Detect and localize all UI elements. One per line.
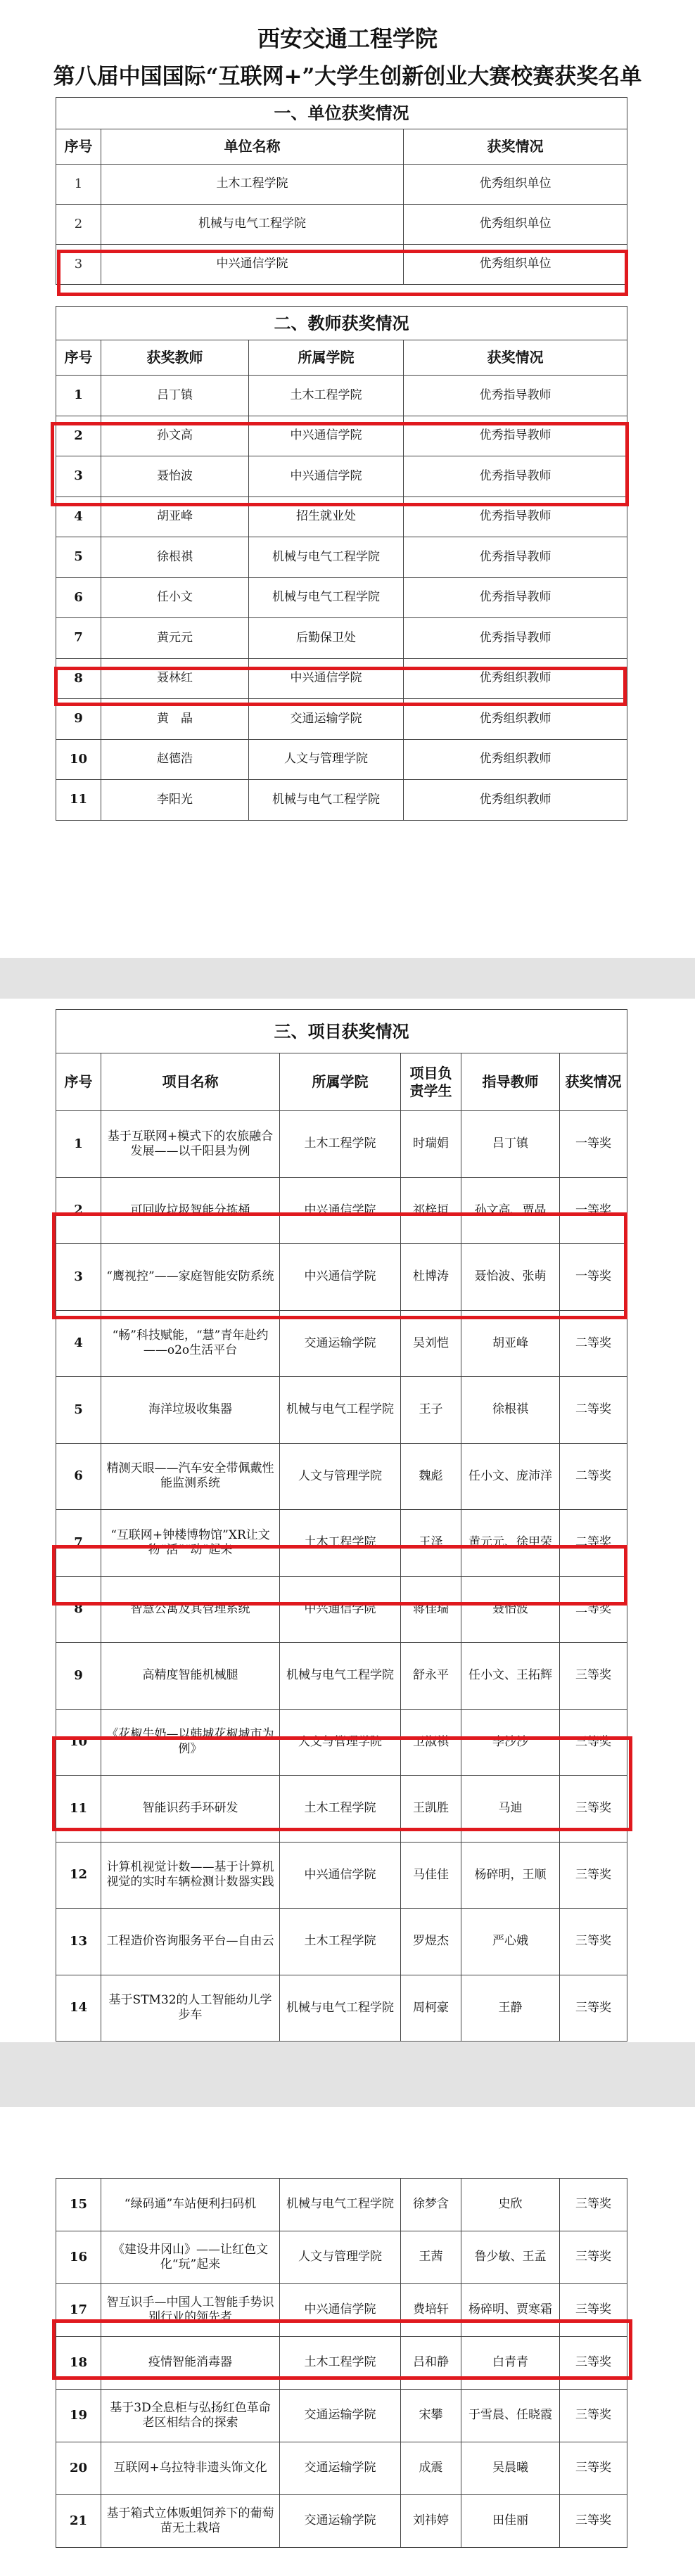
table-row <box>56 780 627 821</box>
award-level: 二等奖 <box>560 1510 627 1577</box>
row-number: 9 <box>56 699 101 740</box>
college: 土木工程学院 <box>280 1909 401 1975</box>
row-number: 18 <box>56 2337 101 2390</box>
table-row <box>56 658 627 699</box>
project-name: 疫情智能消毒器 <box>101 2337 280 2390</box>
award-status: 优秀组织单位 <box>404 165 627 205</box>
project-name: 工程造价咨询服务平台—自由云 <box>101 1909 280 1975</box>
advisor: 任小文、王拓辉 <box>461 1643 560 1710</box>
award-status: 优秀组织单位 <box>404 245 627 285</box>
lead-student: 卫淑祺 <box>401 1709 461 1776</box>
college: 机械与电气工程学院 <box>280 1377 401 1444</box>
college: 土木工程学院 <box>280 1111 401 1178</box>
lead-student: 祁梓垣 <box>401 1177 461 1244</box>
column-header: 序号 <box>56 340 101 376</box>
table-row <box>56 577 627 618</box>
award-status: 优秀指导教师 <box>404 496 627 537</box>
lead-student: 王泽 <box>401 1510 461 1577</box>
row-number: 5 <box>56 1377 101 1444</box>
advisor: 史欣 <box>461 2179 560 2231</box>
section-heading: 二、教师获奖情况 <box>56 307 627 340</box>
row-number: 17 <box>56 2284 101 2337</box>
college: 交通运输学院 <box>280 1310 401 1377</box>
college: 机械与电气工程学院 <box>280 2179 401 2231</box>
project-name: 智互识手—中国人工智能手势识别行业的领先者 <box>101 2284 280 2337</box>
award-level: 三等奖 <box>560 2337 627 2390</box>
college: 中兴通信学院 <box>280 1842 401 1909</box>
lead-student: 时瑞娟 <box>401 1111 461 1178</box>
advisor: 李沙沙 <box>461 1709 560 1776</box>
lead-student: 刘祎婷 <box>401 2495 461 2548</box>
table-row <box>56 1975 627 2042</box>
row-number: 3 <box>56 1244 101 1311</box>
row-number: 11 <box>56 1776 101 1843</box>
advisor: 孙文高、贾晶 <box>461 1177 560 1244</box>
award-level: 三等奖 <box>560 2390 627 2442</box>
advisor: 杨碎明、贾寒霜 <box>461 2284 560 2337</box>
college: 机械与电气工程学院 <box>249 577 404 618</box>
row-number: 11 <box>56 780 101 821</box>
table-row <box>56 1244 627 1311</box>
college: 交通运输学院 <box>280 2495 401 2548</box>
lead-student: 周柯豪 <box>401 1975 461 2042</box>
award-level: 一等奖 <box>560 1177 627 1244</box>
row-number: 6 <box>56 1443 101 1510</box>
award-status: 优秀指导教师 <box>404 376 627 416</box>
award-level: 三等奖 <box>560 1643 627 1710</box>
award-level: 三等奖 <box>560 2495 627 2548</box>
table-row <box>56 699 627 740</box>
lead-student: 王凯胜 <box>401 1776 461 1843</box>
teacher-name: 李阳光 <box>101 780 249 821</box>
advisor: 吴晨曦 <box>461 2442 560 2495</box>
advisor: 王静 <box>461 1975 560 2042</box>
award-status: 优秀指导教师 <box>404 416 627 456</box>
advisor: 鲁少敏、王孟 <box>461 2231 560 2284</box>
project-name: 智能识药手环研发 <box>101 1776 280 1843</box>
row-number: 12 <box>56 1842 101 1909</box>
project-name: 基于STM32的人工智能幼儿学步车 <box>101 1975 280 2042</box>
advisor: 于雪晨、任晓霞 <box>461 2390 560 2442</box>
teacher-name: 胡亚峰 <box>101 496 249 537</box>
lead-student: 蒋佳瑞 <box>401 1576 461 1643</box>
project-name: 《花椒牛奶—以韩城花椒城市为例》 <box>101 1709 280 1776</box>
project-name: 智慧公寓及其管理系统 <box>101 1576 280 1643</box>
unit-name: 中兴通信学院 <box>101 245 404 285</box>
college: 中兴通信学院 <box>280 2284 401 2337</box>
award-status: 优秀组织单位 <box>404 205 627 245</box>
college: 土木工程学院 <box>280 1776 401 1843</box>
award-level: 二等奖 <box>560 1576 627 1643</box>
table-row <box>56 2390 627 2442</box>
teacher-name: 吕丁镇 <box>101 376 249 416</box>
table-row <box>56 1377 627 1444</box>
row-number: 13 <box>56 1909 101 1975</box>
column-header: 获奖情况 <box>404 129 627 165</box>
lead-student: 徐梦含 <box>401 2179 461 2231</box>
project-awards-table <box>56 1009 627 2042</box>
column-header: 获奖情况 <box>404 340 627 376</box>
row-number: 7 <box>56 618 101 659</box>
column-header: 所属学院 <box>249 340 404 376</box>
row-number: 5 <box>56 537 101 578</box>
page-separator <box>0 2042 695 2107</box>
table-row <box>56 496 627 537</box>
column-header: 序号 <box>56 1053 101 1111</box>
project-name: 基于3D全息柜与弘扬红色革命老区相结合的探索 <box>101 2390 280 2442</box>
college: 中兴通信学院 <box>280 1576 401 1643</box>
row-number: 6 <box>56 577 101 618</box>
lead-student: 魏彪 <box>401 1443 461 1510</box>
project-name: 基于箱式立体贩蛆饲养下的葡萄苗无土栽培 <box>101 2495 280 2548</box>
table-row <box>56 205 627 245</box>
award-level: 三等奖 <box>560 2231 627 2284</box>
advisor: 黄元元、徐甲荣 <box>461 1510 560 1577</box>
college: 中兴通信学院 <box>280 1244 401 1311</box>
college: 机械与电气工程学院 <box>249 537 404 578</box>
project-name: “畅”科技赋能，“慧”青年赴约——o2o生活平台 <box>101 1310 280 1377</box>
row-number: 4 <box>56 496 101 537</box>
row-number: 16 <box>56 2231 101 2284</box>
teacher-name: 黄 晶 <box>101 699 249 740</box>
table-row <box>56 2284 627 2337</box>
college: 招生就业处 <box>249 496 404 537</box>
school-title: 西安交通工程学院 <box>257 25 438 52</box>
teacher-name: 聂怡波 <box>101 456 249 497</box>
row-number: 10 <box>56 1709 101 1776</box>
column-header: 单位名称 <box>101 129 404 165</box>
row-number: 8 <box>56 658 101 699</box>
table-row <box>56 2179 627 2231</box>
advisor: 马迪 <box>461 1776 560 1843</box>
advisor: 严心娥 <box>461 1909 560 1975</box>
row-number: 21 <box>56 2495 101 2548</box>
college: 机械与电气工程学院 <box>280 1975 401 2042</box>
row-number: 9 <box>56 1643 101 1710</box>
advisor: 白青青 <box>461 2337 560 2390</box>
column-header-row <box>56 129 627 165</box>
project-name: 计算机视觉计数——基于计算机视觉的实时车辆检测计数器实践 <box>101 1842 280 1909</box>
college: 中兴通信学院 <box>249 416 404 456</box>
award-status: 优秀组织教师 <box>404 780 627 821</box>
college: 交通运输学院 <box>280 2442 401 2495</box>
section-heading: 三、项目获奖情况 <box>56 1010 627 1053</box>
table-row <box>56 376 627 416</box>
teacher-name: 孙文高 <box>101 416 249 456</box>
table-row <box>56 1576 627 1643</box>
lead-student: 杜博涛 <box>401 1244 461 1311</box>
college: 中兴通信学院 <box>280 1177 401 1244</box>
project-name: 可回收垃圾智能分拣桶 <box>101 1177 280 1244</box>
award-level: 二等奖 <box>560 1377 627 1444</box>
advisor: 杨碎明，王顺 <box>461 1842 560 1909</box>
teacher-awards-table <box>56 306 627 821</box>
award-level: 一等奖 <box>560 1111 627 1178</box>
teacher-name: 赵德浩 <box>101 739 249 780</box>
table-row <box>56 1111 627 1178</box>
lead-student: 舒永平 <box>401 1643 461 1710</box>
award-level: 三等奖 <box>560 2284 627 2337</box>
column-header: 获奖情况 <box>560 1053 627 1111</box>
project-name: “互联网+钟楼博物馆”XR让文物“活”“动”起来 <box>101 1510 280 1577</box>
advisor: 田佳丽 <box>461 2495 560 2548</box>
column-header: 指导教师 <box>461 1053 560 1111</box>
advisor: 聂怡波 <box>461 1576 560 1643</box>
row-number: 3 <box>56 245 101 285</box>
award-status: 优秀组织教师 <box>404 658 627 699</box>
lead-student: 吴刘恺 <box>401 1310 461 1377</box>
award-level: 三等奖 <box>560 1709 627 1776</box>
project-awards-table-continued <box>56 2178 627 2548</box>
advisor: 吕丁镇 <box>461 1111 560 1178</box>
award-status: 优秀组织教师 <box>404 739 627 780</box>
award-level: 二等奖 <box>560 1310 627 1377</box>
project-name: “鹰视控”——家庭智能安防系统 <box>101 1244 280 1311</box>
table-row <box>56 739 627 780</box>
table-row <box>56 245 627 285</box>
award-level: 一等奖 <box>560 1244 627 1311</box>
lead-student: 吕和静 <box>401 2337 461 2390</box>
column-header-row <box>56 1053 627 1111</box>
row-number: 1 <box>56 165 101 205</box>
college: 交通运输学院 <box>280 2390 401 2442</box>
row-number: 8 <box>56 1576 101 1643</box>
college: 土木工程学院 <box>249 376 404 416</box>
column-header-row <box>56 340 627 376</box>
unit-awards-table <box>56 97 627 285</box>
college: 机械与电气工程学院 <box>249 780 404 821</box>
college: 机械与电气工程学院 <box>280 1643 401 1710</box>
row-number: 4 <box>56 1310 101 1377</box>
row-number: 19 <box>56 2390 101 2442</box>
table-row <box>56 1510 627 1577</box>
table-row <box>56 2231 627 2284</box>
unit-name: 机械与电气工程学院 <box>101 205 404 245</box>
award-level: 三等奖 <box>560 1975 627 2042</box>
page-separator <box>0 958 695 999</box>
table-row <box>56 2337 627 2390</box>
section-heading: 一、单位获奖情况 <box>56 98 627 129</box>
table-row <box>56 1310 627 1377</box>
table-row <box>56 165 627 205</box>
college: 人文与管理学院 <box>280 1709 401 1776</box>
award-level: 三等奖 <box>560 1776 627 1843</box>
college: 后勤保卫处 <box>249 618 404 659</box>
section-heading-row <box>56 1010 627 1053</box>
project-name: 《建设井冈山》——让红色文化“玩”起来 <box>101 2231 280 2284</box>
advisor: 徐根祺 <box>461 1377 560 1444</box>
table-row <box>56 416 627 456</box>
row-number: 2 <box>56 416 101 456</box>
project-name: 高精度智能机械腿 <box>101 1643 280 1710</box>
lead-student: 费培轩 <box>401 2284 461 2337</box>
table-row <box>56 1909 627 1975</box>
award-status: 优秀组织教师 <box>404 699 627 740</box>
row-number: 7 <box>56 1510 101 1577</box>
award-status: 优秀指导教师 <box>404 618 627 659</box>
teacher-name: 徐根祺 <box>101 537 249 578</box>
lead-student: 成震 <box>401 2442 461 2495</box>
teacher-name: 黄元元 <box>101 618 249 659</box>
college: 人文与管理学院 <box>249 739 404 780</box>
award-status: 优秀指导教师 <box>404 537 627 578</box>
table-row <box>56 1776 627 1843</box>
college: 中兴通信学院 <box>249 456 404 497</box>
teacher-name: 任小文 <box>101 577 249 618</box>
advisor: 胡亚峰 <box>461 1310 560 1377</box>
section-heading-row <box>56 307 627 340</box>
row-number: 2 <box>56 1177 101 1244</box>
award-level: 二等奖 <box>560 1443 627 1510</box>
award-level: 三等奖 <box>560 2179 627 2231</box>
column-header: 项目负责学生 <box>401 1053 461 1111</box>
row-number: 10 <box>56 739 101 780</box>
advisor: 聂怡波、张萌 <box>461 1244 560 1311</box>
project-name: 精测天眼——汽车安全带佩戴性能监测系统 <box>101 1443 280 1510</box>
college: 交通运输学院 <box>249 699 404 740</box>
award-status: 优秀指导教师 <box>404 577 627 618</box>
project-name: 互联网+乌拉特非遗头饰文化 <box>101 2442 280 2495</box>
table-row <box>56 1842 627 1909</box>
table-row <box>56 1643 627 1710</box>
row-number: 1 <box>56 376 101 416</box>
section-heading-row <box>56 98 627 129</box>
lead-student: 罗煜杰 <box>401 1909 461 1975</box>
row-number: 15 <box>56 2179 101 2231</box>
table-row <box>56 1443 627 1510</box>
award-level: 三等奖 <box>560 1842 627 1909</box>
document-title: 第八届中国国际“互联网+”大学生创新创业大赛校赛获奖名单 <box>53 64 642 89</box>
table-row <box>56 2442 627 2495</box>
row-number: 14 <box>56 1975 101 2042</box>
college: 中兴通信学院 <box>249 658 404 699</box>
award-level: 三等奖 <box>560 1909 627 1975</box>
project-name: 基于互联网+模式下的农旅融合发展——以千阳县为例 <box>101 1111 280 1178</box>
award-level: 三等奖 <box>560 2442 627 2495</box>
column-header: 序号 <box>56 129 101 165</box>
advisor: 任小文、庞沛洋 <box>461 1443 560 1510</box>
row-number: 3 <box>56 456 101 497</box>
column-header: 所属学院 <box>280 1053 401 1111</box>
row-number: 20 <box>56 2442 101 2495</box>
column-header: 项目名称 <box>101 1053 280 1111</box>
college: 人文与管理学院 <box>280 1443 401 1510</box>
lead-student: 王子 <box>401 1377 461 1444</box>
award-status: 优秀指导教师 <box>404 456 627 497</box>
table-row <box>56 618 627 659</box>
lead-student: 宋攀 <box>401 2390 461 2442</box>
project-name: 海洋垃圾收集器 <box>101 1377 280 1444</box>
college: 土木工程学院 <box>280 2337 401 2390</box>
lead-student: 马佳佳 <box>401 1842 461 1909</box>
table-row <box>56 1709 627 1776</box>
column-header: 获奖教师 <box>101 340 249 376</box>
unit-name: 土木工程学院 <box>101 165 404 205</box>
row-number: 2 <box>56 205 101 245</box>
project-name: “绿码通”车站便利扫码机 <box>101 2179 280 2231</box>
college: 人文与管理学院 <box>280 2231 401 2284</box>
table-row <box>56 1177 627 1244</box>
teacher-name: 聂林红 <box>101 658 249 699</box>
college: 土木工程学院 <box>280 1510 401 1577</box>
table-row <box>56 2495 627 2548</box>
table-row <box>56 537 627 578</box>
row-number: 1 <box>56 1111 101 1178</box>
lead-student: 王茜 <box>401 2231 461 2284</box>
table-row <box>56 456 627 497</box>
